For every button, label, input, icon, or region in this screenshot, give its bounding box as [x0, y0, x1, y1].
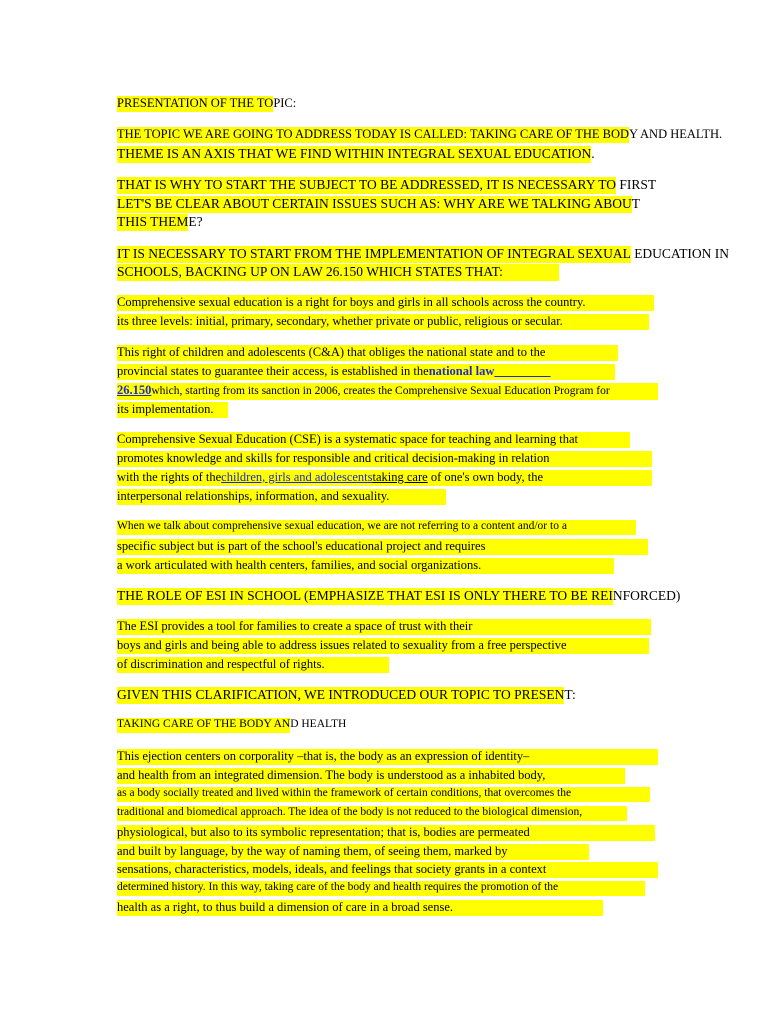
plain-text: E?: [188, 214, 203, 229]
paragraph-line: [117, 214, 203, 231]
plain-text: provincial states to guarantee their access, is established in the: [117, 364, 429, 378]
highlighted-text: GIVEN THIS CLARIFICATION, WE INTRODUCED OUR TOPIC TO PRESEN: [117, 687, 565, 702]
children-link[interactable]: children, girls and adolescents: [221, 470, 373, 484]
highlighted-text: physiological, but also to its symbolic representation; that is, bodies are permeated: [117, 825, 655, 841]
plain-text: .: [591, 146, 595, 161]
plain-text: EDUCATION IN: [630, 246, 730, 261]
highlighted-text: sensations, characteristics, models, ideals, and feelings that society grants in a context: [117, 862, 658, 878]
plain-text: of one's own body, the: [427, 470, 544, 484]
highlighted-text: traditional and biomedical approach. The idea of the body is not reduced to the biological dimension,: [117, 806, 627, 821]
section-heading: [117, 718, 346, 733]
national-law-link[interactable]: national law: [428, 364, 495, 378]
paragraph-line: [117, 364, 615, 380]
paragraph-line: [117, 470, 652, 486]
highlighted-text: Comprehensive sexual education is a right for boys and girls in all schools across the country.: [117, 295, 654, 311]
paragraph-line: [117, 657, 389, 673]
paragraph-line: [117, 177, 656, 194]
paragraph-line: [117, 806, 627, 821]
paragraph-line: [117, 881, 645, 896]
highlighted-text: IT IS NECESSARY TO START FROM THE IMPLEMENTATION OF INTEGRAL SEXUAL: [117, 246, 631, 261]
plain-text: T: [631, 196, 640, 211]
underlined-text: taking care: [372, 470, 428, 484]
highlighted-text: The ESI provides a tool for families to create a space of trust with their: [117, 619, 651, 635]
highlighted-text: its three levels: initial, primary, secondary, whether private or public, religious or secular.: [117, 314, 649, 330]
paragraph-line: [117, 619, 651, 635]
paragraph-line: [117, 787, 650, 802]
paragraph-line: [117, 295, 654, 311]
highlighted-text: promotes knowledge and skills for responsible and critical decision-making in relation: [117, 451, 652, 467]
paragraph-line: [117, 432, 630, 448]
paragraph-line: [117, 489, 446, 505]
paragraph-line: [117, 520, 636, 535]
plain-text: D HEALTH: [290, 718, 347, 730]
paragraph-line: [117, 451, 652, 467]
paragraph-line: [117, 749, 658, 765]
paragraph-line: [117, 539, 648, 555]
highlighted-text: SCHOOLS, BACKING UP ON LAW 26.150 WHICH STATES THAT:: [117, 264, 559, 281]
highlighted-text: When we talk about comprehensive sexual education, we are not referring to a content and/or to a: [117, 520, 636, 535]
plain-text: FIRST: [615, 177, 657, 192]
plain-text: NFORCED): [612, 588, 681, 603]
paragraph-line: [117, 825, 655, 841]
paragraph-line: [117, 264, 559, 281]
paragraph-line: [117, 900, 603, 916]
paragraph-line: [117, 345, 618, 361]
section-heading: [117, 96, 296, 112]
highlighted-text: and health from an integrated dimension. The body is understood as a inhabited body,: [117, 768, 625, 784]
highlighted-text: health as a right, to thus build a dimension of care in a broad sense.: [117, 900, 603, 916]
section-heading: [117, 687, 576, 704]
section-heading: [117, 588, 680, 605]
highlighted-text: interpersonal relationships, information, and sexuality.: [117, 489, 446, 505]
paragraph-line: [117, 402, 228, 418]
paragraph-line: [117, 196, 640, 213]
plain-text: T:: [564, 687, 576, 702]
paragraph-line: [117, 383, 658, 400]
highlighted-text: determined history. In this way, taking care of the body and health requires the promotion of the: [117, 881, 645, 896]
highlighted-text: THAT IS WHY TO START THE SUBJECT TO BE ADDRESSED, IT IS NECESSARY TO: [117, 177, 616, 192]
paragraph-line: [117, 638, 649, 654]
plain-text: PIC:: [273, 96, 297, 110]
highlighted-text: a work articulated with health centers, families, and social organizations.: [117, 558, 614, 574]
highlighted-text: specific subject but is part of the school's educational project and requires: [117, 539, 648, 555]
plain-text: with the rights of the: [117, 470, 222, 484]
highlighted-text: THEME IS AN AXIS THAT WE FIND WITHIN INTEGRAL SEXUAL EDUCATION: [117, 146, 592, 161]
highlighted-text: as a body socially treated and lived within the framework of certain conditions, that overcomes the: [117, 787, 650, 802]
paragraph-line: [117, 146, 595, 163]
highlighted-text: THE TOPIC WE ARE GOING TO ADDRESS TODAY IS CALLED: TAKING CARE OF THE BOD: [117, 127, 630, 141]
highlighted-text: its implementation.: [117, 402, 228, 418]
paragraph-line: [117, 768, 625, 784]
paragraph-line: [117, 127, 722, 143]
highlighted-text: TAKING CARE OF THE BODY AN: [117, 718, 290, 733]
highlighted-text: and built by language, by the way of naming them, of seeing them, marked by: [117, 844, 589, 860]
paragraph-line: [117, 558, 614, 574]
highlighted-text: This right of children and adolescents (C&A) that obliges the national state and to the: [117, 345, 618, 361]
law-number-link[interactable]: 26.150: [117, 383, 152, 397]
paragraph-line: [117, 844, 589, 860]
highlighted-text: THIS THEM: [117, 214, 189, 229]
highlighted-text: Comprehensive Sexual Education (CSE) is a systematic space for teaching and learning that: [117, 432, 630, 448]
plain-text: which, starting from its sanction in 2006, creates the Comprehensive Sexual Education Program for: [151, 385, 610, 397]
highlighted-text: boys and girls and being able to address issues related to sexuality from a free perspective: [117, 638, 649, 654]
highlighted-text: This ejection centers on corporality –that is, the body as an expression of identity–: [117, 749, 658, 765]
highlighted-text: PRESENTATION OF THE TO: [117, 96, 274, 110]
highlighted-text: of discrimination and respectful of rights.: [117, 657, 389, 673]
link-underline-gap[interactable]: [494, 364, 550, 378]
paragraph-line: [117, 246, 729, 263]
paragraph-line: [117, 314, 649, 330]
highlighted-text: LET'S BE CLEAR ABOUT CERTAIN ISSUES SUCH AS: WHY ARE WE TALKING ABOU: [117, 196, 632, 211]
paragraph-line: [117, 862, 658, 878]
plain-text: Y AND HEALTH.: [629, 127, 723, 141]
highlighted-text: THE ROLE OF ESI IN SCHOOL (EMPHASIZE THAT ESI IS ONLY THERE TO BE REI: [117, 588, 613, 603]
